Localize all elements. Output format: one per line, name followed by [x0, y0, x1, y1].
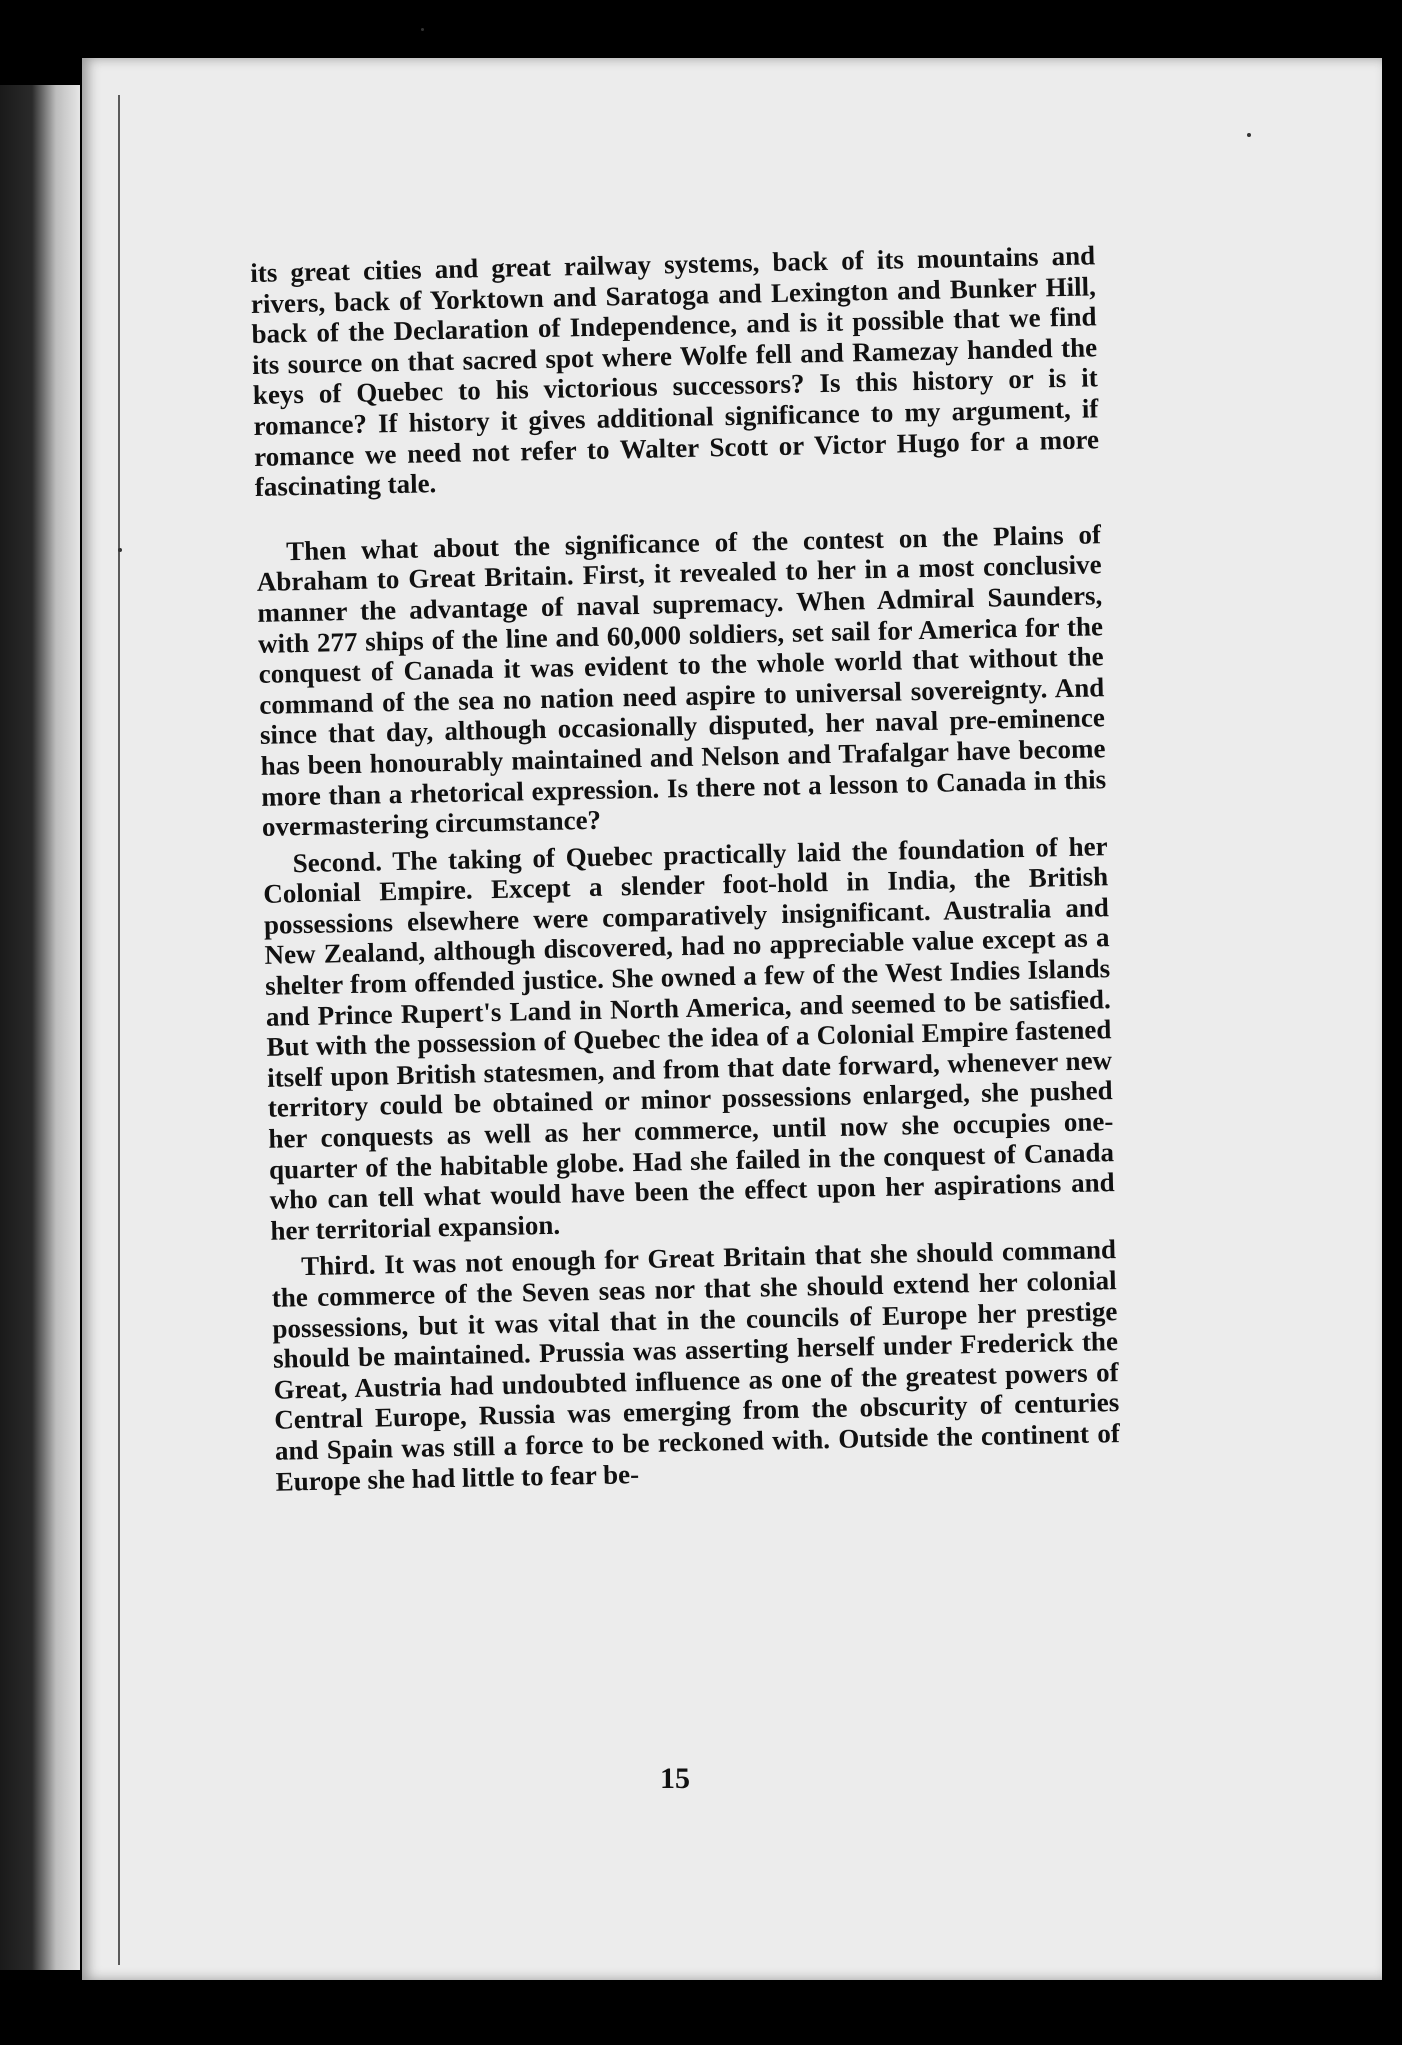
paragraph-3: Second. The taking of Quebec practically laid the foundation of her Colonial Empire. Except a slender foot-hold in India, the British possessions elsewhere were comparatively insignificant. Australia and New Zealand, although discovered, had no appreciable value except as a shelter from offended justice. She owned a few of the West Indies Islands and Prince Rupert's Land in North America, and seemed to be satisfied. But with the possession of Quebec the idea of a Colonial Empire fastened itself upon British statesmen, and from that date forward, whenever new territory could be obtained or minor possessions enlarged, she pushed her conquests as well as her commerce, until now she occupies one-quarter of the habitable globe. Had she failed in the conquest of Canada who can tell what would have been the effect upon her aspirations and her territorial expansion.: [263, 830, 1115, 1246]
page-number: 15: [660, 1762, 690, 1795]
paragraph-4: Third. It was not enough for Great Britain that she should command the commerce of the Seven seas nor that she should extend her colonial possessions, but it was vital that in the councils of Europe her prestige should be maintained. Prussia was asserting herself under Frederick the Great, Austria had undoubted influence as one of the greatest powers of Central Europe, Russia was emerging from the obscurity of centuries and Spain was still a force to be reckoned with. Outside the continent of Europe she had little to fear be-: [271, 1234, 1121, 1497]
scan-speck: [421, 28, 424, 31]
paragraph-2: Then what about the significance of the contest on the Plains of Abraham to Great Britain. First, it revealed to her in a most conclusive manner the advantage of naval supremacy. When Admiral Saunders, with 277 ships of the line and 60,000 soldiers, set sail for America for the conquest of Canada it was evident to the whole world that without the command of the sea no nation need aspire to universal sovereignty. And since that day, although occasionally disputed, her naval pre-eminence has been honourably maintained and Nelson and Trafalgar have become more than a rhetorical expression. Is there not a lesson to Canada in this overmastering circumstance?: [256, 518, 1107, 842]
body-text: [250, 240, 1121, 1497]
paragraph-1: its great cities and great railway systems, back of its mountains and rivers, back of Yorktown and Saratoga and Lexington and Bunker Hill, back of the Declaration of Independence, and is it possible that we find its source on that sacred spot where Wolfe fell and Ramezay handed the keys of Quebec to his victorious successors? Is this history or is it romance? If history it gives additional significance to my argument, if romance we need not refer to Walter Scott or Victor Hugo for a more fascinating tale.: [250, 240, 1100, 503]
scan-speck: [1247, 133, 1251, 137]
previous-page-edge: [0, 85, 80, 1970]
scan-speck: [118, 548, 122, 552]
page-gutter-line: [118, 95, 120, 1965]
